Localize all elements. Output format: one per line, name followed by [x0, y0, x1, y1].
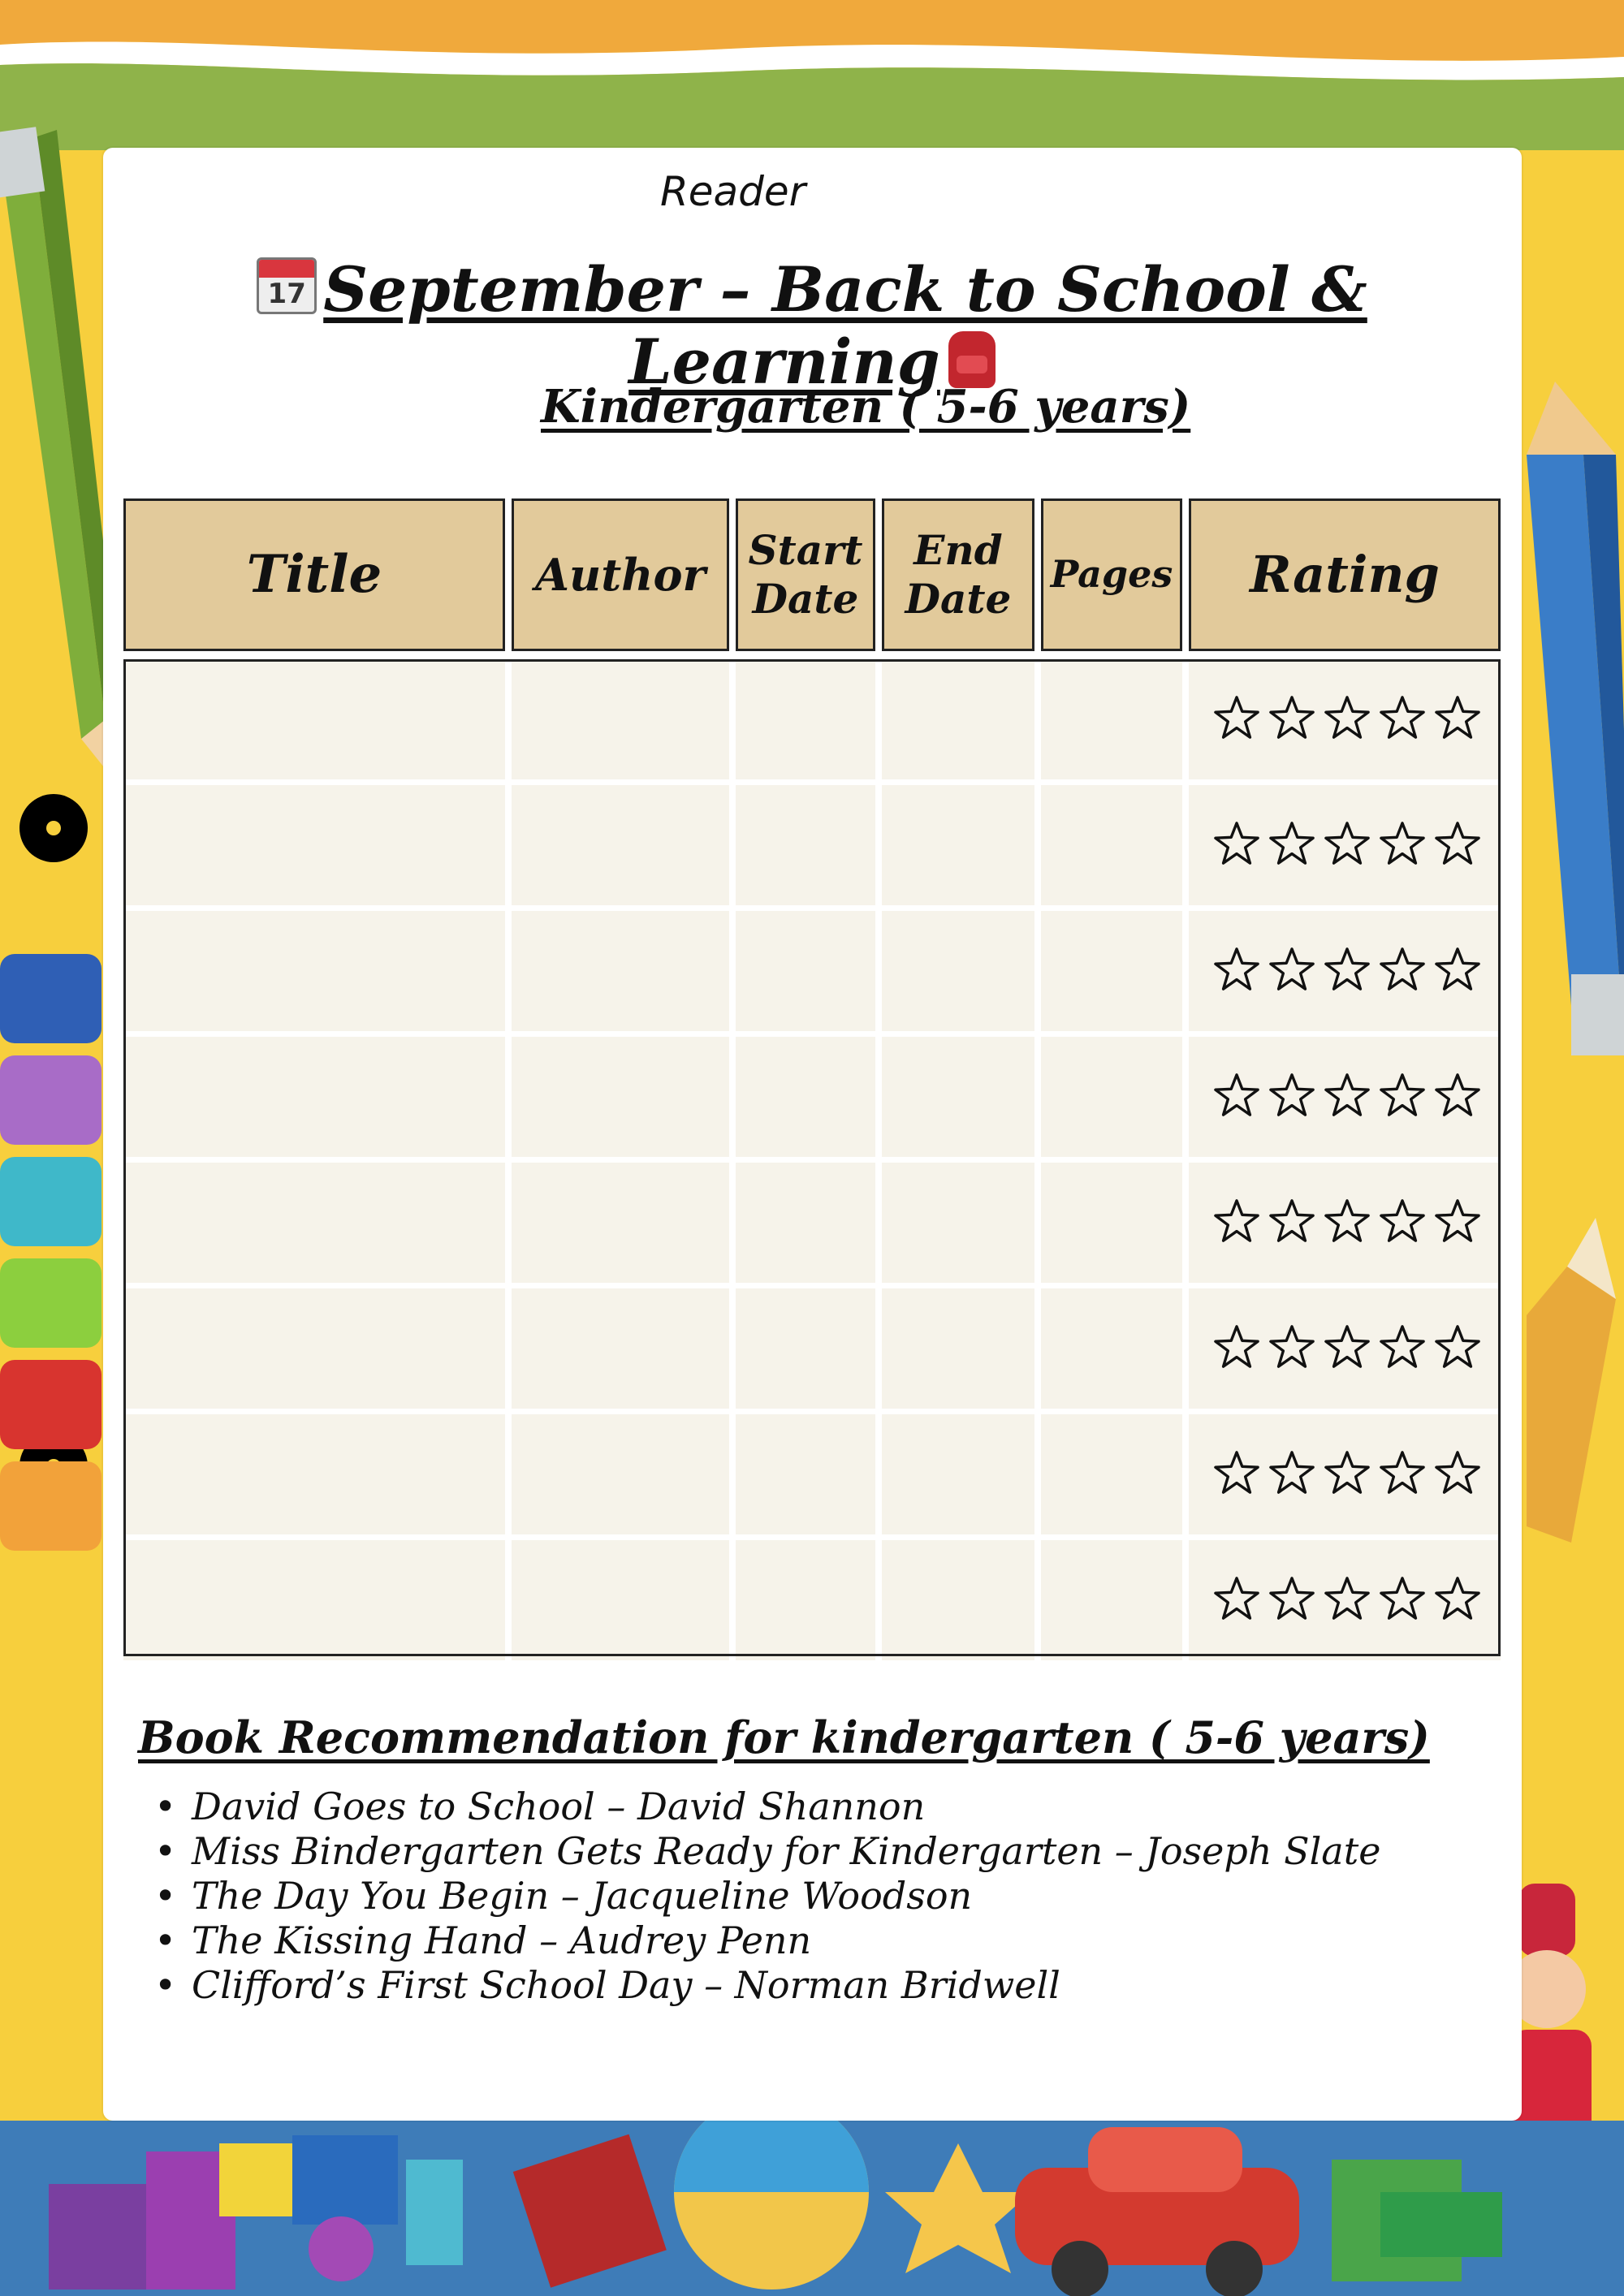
table-row	[123, 659, 1501, 779]
star-outline-icon[interactable]	[1379, 1198, 1426, 1248]
page-subtitle: Kindergarten ( 5-6 years)	[541, 380, 1191, 434]
table-row	[123, 1163, 1501, 1283]
star-outline-icon[interactable]	[1324, 1198, 1371, 1248]
cell-end-date[interactable]	[882, 785, 1034, 905]
cell-author[interactable]	[512, 1540, 729, 1660]
cell-end-date[interactable]	[882, 1037, 1034, 1157]
cell-end-date[interactable]	[882, 1414, 1034, 1534]
column-header-rating: Rating	[1189, 498, 1501, 651]
list-item: • The Day You Begin – Jacqueline Woodson	[192, 1874, 1380, 1918]
page-title	[162, 253, 1462, 398]
cell-start-date[interactable]	[736, 1540, 875, 1660]
star-outline-icon[interactable]	[1324, 694, 1371, 744]
star-outline-icon[interactable]	[1434, 1575, 1481, 1625]
cell-title[interactable]	[123, 1540, 505, 1660]
rating-stars	[1194, 1414, 1501, 1534]
recommendations-list	[192, 1785, 1380, 2008]
toys-footer-icon	[0, 2095, 1624, 2296]
cell-start-date[interactable]	[736, 785, 875, 905]
column-header-start-date: Start Date	[736, 498, 875, 651]
column-header-pages: Pages	[1041, 498, 1182, 651]
cell-pages[interactable]	[1041, 785, 1182, 905]
star-outline-icon[interactable]	[1379, 694, 1426, 744]
reader-label: Reader	[660, 168, 806, 215]
cell-pages[interactable]	[1041, 1540, 1182, 1660]
cell-title[interactable]	[123, 785, 505, 905]
cell-start-date[interactable]	[736, 1288, 875, 1409]
rating-stars	[1194, 911, 1501, 1031]
star-outline-icon[interactable]	[1213, 1323, 1260, 1374]
table-row	[123, 1414, 1501, 1534]
rating-stars	[1194, 1163, 1501, 1283]
star-outline-icon[interactable]	[1379, 1575, 1426, 1625]
star-outline-icon[interactable]	[1434, 946, 1481, 996]
list-item: • David Goes to School – David Shannon	[192, 1785, 1380, 1829]
cell-author[interactable]	[512, 1163, 729, 1283]
cell-pages[interactable]	[1041, 659, 1182, 779]
cell-author[interactable]	[512, 659, 729, 779]
recommendations-heading: Book Recommendation for kindergarten ( 5-6 years)	[138, 1711, 1430, 1763]
cell-start-date[interactable]	[736, 911, 875, 1031]
cell-start-date[interactable]	[736, 659, 875, 779]
cell-pages[interactable]	[1041, 1037, 1182, 1157]
cell-title[interactable]	[123, 1037, 505, 1157]
star-outline-icon[interactable]	[1324, 1575, 1371, 1625]
star-outline-icon[interactable]	[1379, 1323, 1426, 1374]
star-outline-icon[interactable]	[1268, 1198, 1315, 1248]
cell-author[interactable]	[512, 1037, 729, 1157]
star-outline-icon[interactable]	[1434, 820, 1481, 870]
star-outline-icon[interactable]	[1213, 1575, 1260, 1625]
list-item: • Miss Bindergarten Gets Ready for Kindergarten – Joseph Slate	[192, 1829, 1380, 1874]
star-outline-icon[interactable]	[1213, 1072, 1260, 1122]
star-outline-icon[interactable]	[1324, 946, 1371, 996]
cell-author[interactable]	[512, 1414, 729, 1534]
star-outline-icon[interactable]	[1434, 1198, 1481, 1248]
star-outline-icon[interactable]	[1379, 1449, 1426, 1500]
cell-title[interactable]	[123, 1288, 505, 1409]
star-outline-icon[interactable]	[1213, 946, 1260, 996]
cell-end-date[interactable]	[882, 911, 1034, 1031]
star-outline-icon[interactable]	[1324, 1072, 1371, 1122]
table-row	[123, 1037, 1501, 1157]
cell-end-date[interactable]	[882, 1163, 1034, 1283]
cell-title[interactable]	[123, 911, 505, 1031]
star-outline-icon[interactable]	[1268, 1072, 1315, 1122]
column-header-author: Author	[512, 498, 729, 651]
table-row	[123, 1288, 1501, 1409]
star-outline-icon[interactable]	[1213, 1449, 1260, 1500]
column-header-end-date: End Date	[882, 498, 1034, 651]
blue-pencil-icon	[1527, 382, 1624, 1055]
list-item: • Clifford’s First School Day – Norman Bridwell	[192, 1963, 1380, 2008]
yellow-pencil-icon	[1527, 1218, 1616, 1543]
cell-start-date[interactable]	[736, 1037, 875, 1157]
rating-stars	[1194, 659, 1501, 779]
table-row	[123, 785, 1501, 905]
rating-stars	[1194, 785, 1501, 905]
cell-pages[interactable]	[1041, 911, 1182, 1031]
star-outline-icon[interactable]	[1434, 694, 1481, 744]
star-outline-icon[interactable]	[1379, 946, 1426, 996]
cell-title[interactable]	[123, 659, 505, 779]
star-outline-icon[interactable]	[1268, 820, 1315, 870]
cell-pages[interactable]	[1041, 1414, 1182, 1534]
calendar-icon: 17	[257, 257, 317, 314]
table-row	[123, 911, 1501, 1031]
cell-title[interactable]	[123, 1163, 505, 1283]
star-outline-icon[interactable]	[1213, 1198, 1260, 1248]
star-outline-icon[interactable]	[1268, 694, 1315, 744]
star-outline-icon[interactable]	[1379, 820, 1426, 870]
cell-pages[interactable]	[1041, 1288, 1182, 1409]
cell-end-date[interactable]	[882, 1288, 1034, 1409]
star-outline-icon[interactable]	[1268, 1449, 1315, 1500]
cell-end-date[interactable]	[882, 1540, 1034, 1660]
cell-start-date[interactable]	[736, 1163, 875, 1283]
list-item: • The Kissing Hand – Audrey Penn	[192, 1918, 1380, 1963]
star-outline-icon[interactable]	[1434, 1449, 1481, 1500]
cell-author[interactable]	[512, 911, 729, 1031]
reading-log-table	[123, 498, 1501, 1656]
rating-stars	[1194, 1288, 1501, 1409]
page-title-text: September – Back to School & Learning	[323, 253, 1367, 398]
star-outline-icon[interactable]	[1268, 946, 1315, 996]
star-outline-icon[interactable]	[1324, 820, 1371, 870]
rating-stars	[1194, 1540, 1501, 1660]
star-outline-icon[interactable]	[1268, 1323, 1315, 1374]
star-outline-icon[interactable]	[1434, 1323, 1481, 1374]
star-outline-icon[interactable]	[1324, 1323, 1371, 1374]
table-row	[123, 1540, 1501, 1660]
star-outline-icon[interactable]	[1434, 1072, 1481, 1122]
column-header-title: Title	[123, 498, 505, 651]
star-outline-icon[interactable]	[1213, 820, 1260, 870]
cell-pages[interactable]	[1041, 1163, 1182, 1283]
cell-end-date[interactable]	[882, 659, 1034, 779]
cell-author[interactable]	[512, 1288, 729, 1409]
cell-title[interactable]	[123, 1414, 505, 1534]
star-outline-icon[interactable]	[1379, 1072, 1426, 1122]
star-outline-icon[interactable]	[1268, 1575, 1315, 1625]
cell-author[interactable]	[512, 785, 729, 905]
rating-stars	[1194, 1037, 1501, 1157]
cell-start-date[interactable]	[736, 1414, 875, 1534]
star-outline-icon[interactable]	[1213, 694, 1260, 744]
star-outline-icon[interactable]	[1324, 1449, 1371, 1500]
